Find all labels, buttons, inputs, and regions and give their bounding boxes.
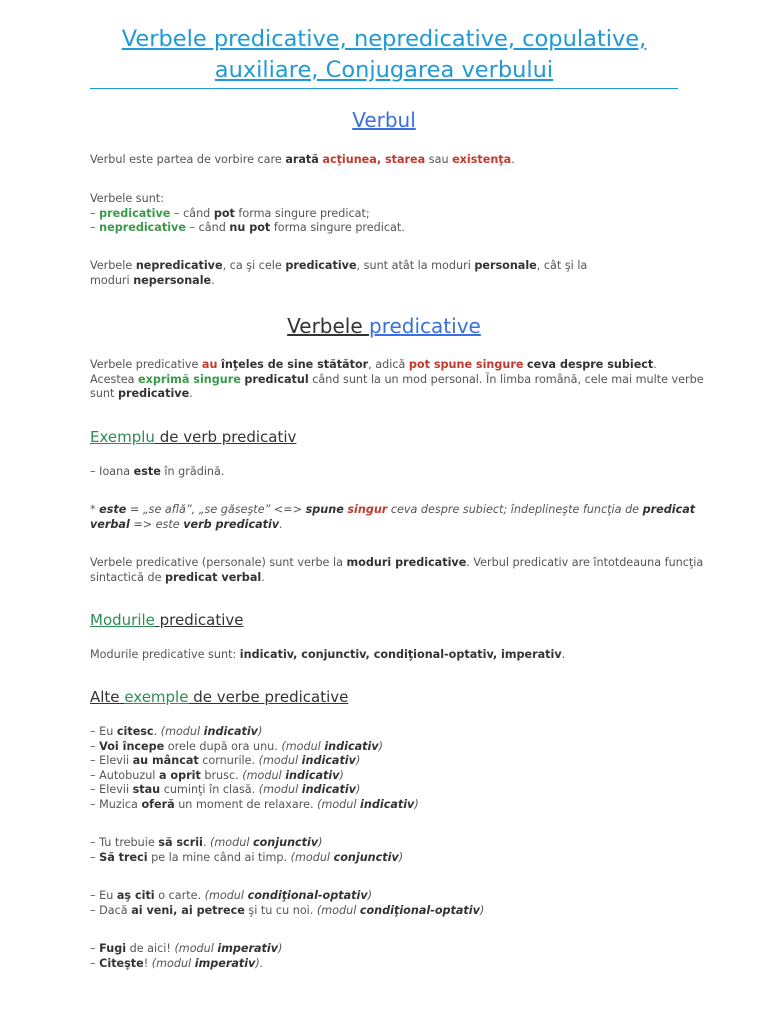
text-bold: verbal bbox=[90, 517, 130, 531]
text-bold: indicativ bbox=[301, 754, 356, 767]
text-bold: predicat verbal bbox=[165, 570, 262, 584]
text-line bbox=[90, 372, 704, 388]
text-bold: nepredicative bbox=[135, 259, 223, 272]
text-bold: condiţional-optativ bbox=[359, 903, 480, 917]
text: – Dacă bbox=[90, 903, 132, 917]
text-italic: ) bbox=[257, 725, 263, 738]
text: – Eu bbox=[90, 889, 117, 902]
text-bold: aş citi bbox=[116, 889, 155, 902]
text: – când bbox=[170, 206, 214, 220]
text-bold: indicativ bbox=[203, 725, 258, 738]
text: cuminţi în clasă. bbox=[160, 783, 259, 796]
text: Verbele predicative bbox=[90, 358, 202, 371]
text-bold: indicativ, conjunctiv, condiţional-optativ, imperativ bbox=[239, 648, 562, 661]
text: Modurile predicative sunt: bbox=[90, 648, 240, 661]
text: Verbele bbox=[90, 259, 136, 272]
title-divider bbox=[90, 88, 678, 89]
list-item bbox=[90, 851, 680, 866]
paragraph-modurile bbox=[90, 648, 680, 663]
list-item bbox=[90, 942, 680, 957]
text: – Autobuzul bbox=[90, 768, 159, 782]
text: , adică bbox=[368, 358, 409, 371]
text-bold: verb predicativ bbox=[183, 517, 280, 531]
text-italic: => este bbox=[129, 517, 184, 531]
text: . bbox=[211, 273, 215, 287]
text-italic: (modul bbox=[204, 889, 248, 902]
text: în grădină. bbox=[160, 465, 225, 478]
text: – Tu trebuie bbox=[90, 836, 159, 849]
text-bold: Fugi bbox=[99, 942, 127, 955]
text: moduri bbox=[90, 273, 134, 287]
text: * bbox=[90, 503, 100, 516]
list-item bbox=[90, 740, 680, 755]
text-bold: conjunctiv bbox=[333, 850, 399, 864]
examples-conjunctiv bbox=[90, 836, 680, 865]
text-italic: ) bbox=[414, 797, 419, 811]
text-bold: Citeşte bbox=[99, 956, 144, 970]
text-bold: Să treci bbox=[99, 850, 148, 864]
text: . bbox=[511, 153, 515, 166]
text-italic: (modul bbox=[258, 754, 302, 767]
text-italic: ) bbox=[398, 850, 404, 864]
heading-verbele-predicative bbox=[90, 314, 678, 338]
text: . bbox=[279, 517, 283, 531]
text-italic: (modul bbox=[160, 725, 204, 738]
text: – bbox=[90, 942, 100, 955]
text: Verbul este partea de vorbire care bbox=[90, 153, 286, 166]
text-italic: ) bbox=[318, 836, 323, 849]
text-bold: ceva despre subiect bbox=[527, 358, 654, 371]
text-green: predicative bbox=[99, 206, 171, 220]
list-item bbox=[90, 836, 680, 851]
text-bold: a oprit bbox=[158, 768, 201, 782]
list-item bbox=[90, 754, 680, 769]
text-bold: este bbox=[99, 503, 127, 516]
page-title[interactable] bbox=[90, 24, 678, 86]
text-bold: arată bbox=[285, 153, 319, 166]
text-italic: (modul bbox=[151, 956, 195, 970]
list-item bbox=[90, 889, 680, 904]
text: – bbox=[90, 221, 100, 234]
examples-imperativ bbox=[90, 942, 680, 971]
text: – bbox=[90, 739, 100, 753]
text-green: nepredicative bbox=[99, 221, 186, 234]
text: cornurile. bbox=[198, 754, 259, 767]
text-line bbox=[90, 274, 680, 289]
text-italic: ). bbox=[255, 956, 264, 970]
text-italic: (modul bbox=[281, 739, 325, 753]
text-bold: indicativ bbox=[285, 768, 340, 782]
text-bold: imperativ bbox=[217, 942, 279, 955]
text: . bbox=[153, 725, 161, 738]
text-italic: ) bbox=[378, 739, 384, 753]
text-bold: conjunctiv bbox=[252, 836, 319, 849]
text: ! bbox=[143, 956, 152, 970]
text-red: acţiunea bbox=[322, 153, 377, 166]
text-italic: ) bbox=[278, 942, 283, 955]
heading-text: de verbe predicative bbox=[188, 688, 349, 706]
example-sentence bbox=[90, 465, 680, 480]
text-bold: pot bbox=[213, 206, 235, 220]
text: un moment de relaxare. bbox=[174, 797, 318, 811]
list-item bbox=[90, 207, 680, 222]
text-bold: nu pot bbox=[229, 221, 271, 234]
heading-alte-exemple bbox=[90, 688, 348, 706]
text-bold: indicativ bbox=[301, 783, 357, 796]
list-item bbox=[90, 798, 680, 813]
example-explanation bbox=[90, 503, 696, 532]
heading-green: Exemplu bbox=[90, 428, 155, 446]
text: brusc. bbox=[200, 768, 243, 782]
text-bold: condiţional-optativ bbox=[247, 889, 368, 902]
text-bold: imperativ bbox=[194, 956, 256, 970]
text-bold: predicative bbox=[285, 259, 357, 272]
text-line bbox=[90, 518, 680, 533]
paragraph-types bbox=[90, 192, 680, 236]
list-item bbox=[90, 783, 680, 798]
text: când sunt la un mod personal. În limba română, cele mai multe verbe bbox=[308, 372, 704, 386]
list-item bbox=[90, 725, 680, 740]
text-red: , bbox=[376, 153, 385, 166]
text: . bbox=[189, 387, 193, 400]
list-item bbox=[90, 957, 680, 972]
text: Verbele sunt: bbox=[90, 192, 164, 205]
text-red: singur bbox=[347, 503, 388, 516]
heading-text: Verbele bbox=[287, 314, 370, 338]
text: – când bbox=[185, 221, 230, 234]
text: sunt bbox=[90, 387, 118, 400]
text: , sunt atât la moduri bbox=[356, 259, 475, 272]
heading-green: exemple bbox=[124, 688, 189, 706]
heading-verbul bbox=[90, 108, 678, 132]
text: . bbox=[202, 836, 211, 849]
text: orele după ora unu. bbox=[164, 739, 282, 753]
text-italic: (modul bbox=[258, 783, 302, 796]
text: – bbox=[90, 956, 100, 970]
text-bold: stau bbox=[132, 783, 161, 796]
text-bold: predicative bbox=[117, 387, 190, 400]
list-item bbox=[90, 904, 680, 919]
text-bold: predicatul bbox=[244, 372, 309, 386]
text-bold: personale bbox=[474, 259, 537, 272]
text-bold: Voi începe bbox=[99, 739, 165, 753]
text: o carte. bbox=[154, 889, 205, 902]
text: forma singure predicat; bbox=[234, 206, 370, 220]
heading-exemplu bbox=[90, 428, 296, 446]
text-italic: ) bbox=[479, 903, 485, 917]
paragraph-predicative bbox=[90, 358, 704, 402]
paragraph-moods bbox=[90, 259, 680, 288]
heading-text: predicative bbox=[154, 611, 244, 629]
paragraph-predicative-personal bbox=[90, 556, 704, 585]
text-red: pot spune singure bbox=[408, 358, 524, 371]
text-italic: (modul bbox=[242, 768, 286, 782]
text: Verbele predicative (personale) sunt verbe la bbox=[90, 556, 347, 569]
list-item bbox=[90, 221, 680, 236]
text: pe la mine când ai timp. bbox=[147, 850, 291, 864]
text-bold: înţeles de sine stătător bbox=[221, 358, 369, 371]
examples-conditional bbox=[90, 889, 680, 918]
text-italic: ceva despre subiect; îndeplineşte funcţia de bbox=[387, 503, 643, 516]
text: – Elevii bbox=[90, 754, 133, 767]
text-line bbox=[90, 259, 680, 274]
text-bold: au mâncat bbox=[132, 754, 199, 767]
text: sau bbox=[425, 153, 453, 166]
text-italic: (modul bbox=[174, 942, 218, 955]
text-italic: ) bbox=[355, 754, 361, 767]
text-bold: ai veni, ai petrece bbox=[131, 903, 245, 917]
text: Acestea bbox=[90, 372, 139, 386]
text-italic: ) bbox=[356, 783, 361, 796]
heading-text: Alte bbox=[90, 688, 125, 706]
text: – Eu bbox=[90, 725, 117, 738]
text: – bbox=[90, 850, 100, 864]
text: – Ioana bbox=[90, 465, 134, 478]
heading-text: de verb predicativ bbox=[154, 428, 297, 446]
heading-verbul-link[interactable]: Verbul bbox=[352, 108, 416, 132]
text-line bbox=[90, 556, 704, 571]
text: sintactică de bbox=[90, 570, 166, 584]
heading-modurile bbox=[90, 611, 244, 629]
text-red: au bbox=[201, 358, 218, 371]
examples-indicativ bbox=[90, 725, 680, 812]
text-red: existenţa bbox=[452, 153, 512, 166]
text-italic: (modul bbox=[317, 797, 361, 811]
text-bold: predicat bbox=[642, 503, 696, 516]
text-italic: ) bbox=[367, 889, 372, 902]
text-italic: = „se află”, „se găseşte” <=> bbox=[126, 503, 306, 516]
text-bold: indicativ bbox=[324, 739, 379, 753]
text: , cât şi la bbox=[536, 259, 588, 272]
text: – Muzica bbox=[90, 797, 142, 811]
list-item bbox=[90, 769, 680, 784]
text-line bbox=[90, 387, 680, 402]
text-green: exprimă singure bbox=[138, 372, 241, 386]
text-bold: indicativ bbox=[360, 797, 415, 811]
text-italic: (modul bbox=[290, 850, 334, 864]
heading-link[interactable]: predicative bbox=[369, 314, 481, 338]
text: – Elevii bbox=[90, 783, 133, 796]
text: . Verbul predicativ are întotdeauna funcţia bbox=[466, 556, 704, 569]
text-line bbox=[90, 571, 680, 586]
heading-green: Modurile bbox=[90, 611, 155, 629]
text-bold: moduri predicative bbox=[346, 556, 467, 569]
text-italic: (modul bbox=[210, 836, 253, 849]
text-bold: spune bbox=[305, 503, 344, 516]
text: forma singure predicat. bbox=[270, 221, 405, 234]
text: – bbox=[90, 206, 100, 220]
text-bold: este bbox=[133, 465, 161, 478]
text: , ca şi cele bbox=[222, 259, 286, 272]
text-line bbox=[90, 358, 680, 373]
text-red: starea bbox=[384, 153, 426, 166]
text: şi tu cu noi. bbox=[244, 903, 317, 917]
text: de aici! bbox=[126, 942, 175, 955]
text-bold: să scrii bbox=[158, 836, 203, 849]
text-line bbox=[90, 503, 696, 518]
text-italic: (modul bbox=[316, 903, 360, 917]
text: . bbox=[561, 648, 566, 661]
text-bold: nepersonale bbox=[133, 273, 212, 287]
text-italic: ) bbox=[339, 768, 344, 782]
text: . bbox=[653, 358, 657, 371]
paragraph-definition bbox=[90, 153, 680, 168]
text: . bbox=[261, 570, 265, 584]
title-line-2[interactable]: auxiliare, Conjugarea verbului bbox=[214, 57, 554, 83]
text-bold: oferă bbox=[141, 797, 175, 811]
text-bold: citesc bbox=[116, 725, 154, 738]
title-line-1[interactable]: Verbele predicative, nepredicative, copulative, bbox=[121, 26, 647, 52]
